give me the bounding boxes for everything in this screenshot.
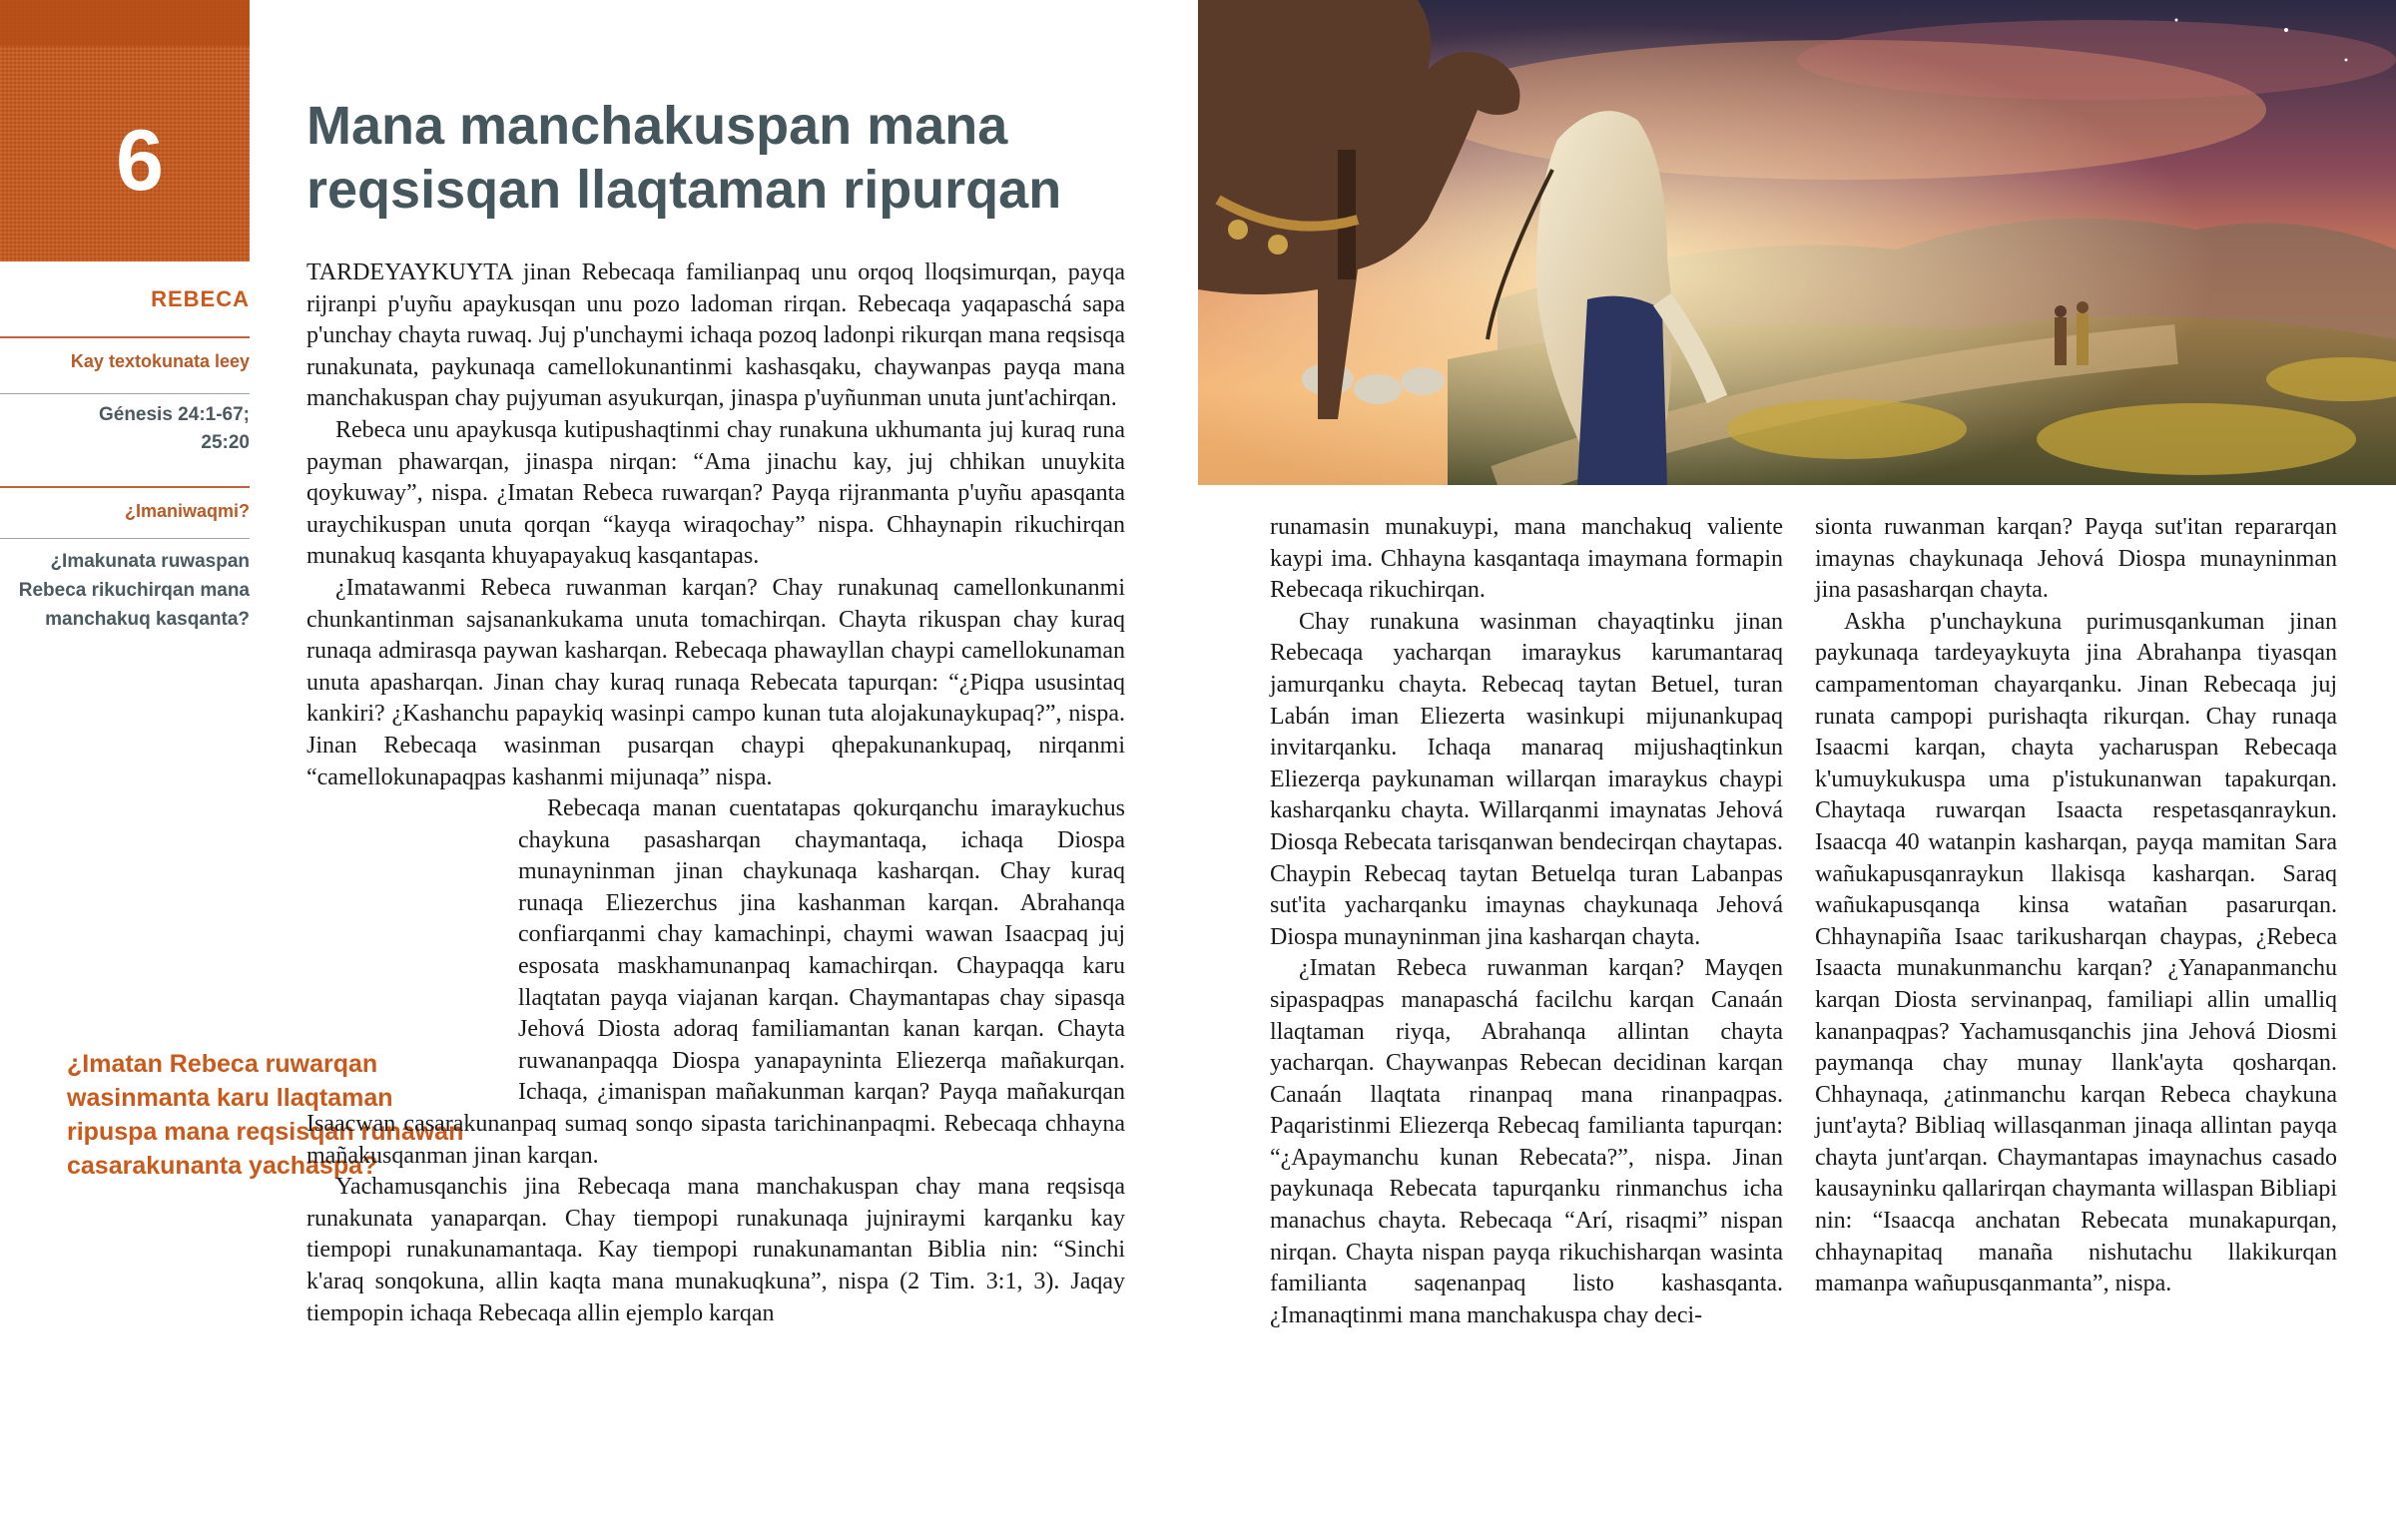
paragraph: Askha p'unchaykuna purimusqankuman jinan paykunaqa tardeyaykuyta jina Abrahanpa tiyasqan campamentoman chayarqanku. Jinan Rebecaqa juj runata campopi purishaqta rikurqan. Chay runaqa Isaacmi karqan, chayta yacharuspan Rebecaqa k'umuykukuspa uma p'istukunanwan tapakurqan. Chaytaqa ruwarqan Isaacta respetasqanraykun. Isaacqa 40 watanpin kasharqan, payqa mamitan Sara wañukapusqanraykun llakisqa kasharqan. Saraq wañukapusqanqa kinsa watañan pasarurqan. Chhaynapiña Isaac tarikusharqan chaypas, ¿Rebeca Isaacta munakunmanchu karqan? ¿Yanapanmanchu karqan Diosta servinanpaq, familiapi allin umalliq kananpaqpas? Yachamusqanchis jina Jehová Diosmi paymanqa chay munay llank'ayta qosharqan. Chhaynaqa, ¿atinmanchu karqan Rebeca chaykuna junt'ayta? Bibliaq willasqanman jinaqa allintan payqa chayta junt'arqan. Chaymantapas imaynachus casado kausayninku qallarirqan chaymanta willaspan Bibliapi nin: “Isaacqa anchatan Rebecata munakapurqan, chhaynapitaq manaña nishutachu llakikurqan mamanpa wañupusqanmanta”, nispa. bbox=[1815, 608, 2337, 1297]
sidebar-person-name: REBECA bbox=[151, 286, 250, 311]
paragraph: Yachamusqanchis jina Rebecaqa mana manchakuspan chay mana reqsisqa runakunata yanaparqan. Chay tiempopi runakunaqa jujniraymi karqanku kay tiempopi runakunamantaqa. Kay tiempopi runakunamantan Biblia nin: “Sinchi k'araq sonqokuna, allin kaqta mana munakuqkuna”, nispa (2 Tim. 3:1, 3). Jaqay tiempopin ichaqa Rebecaqa allin ejemplo karqan bbox=[306, 1174, 1125, 1326]
sidebar-thin-divider bbox=[0, 393, 250, 394]
paragraph: ¿Imatawanmi Rebeca ruwanman karqan? Chay runakunaq camellonkunanmi chunkantinman sajsanankukama unuta tomachirqan. Chayta rikuspan chay kuraq runaqa admirasqa paywan kasharqan. Rebecaqa phawayllan chaypi camellokunaman unuta apasharqan. Jinan chay kuraq runaqa Rebecata tapurqan: “¿Piqpa ususintaq kankiri? ¿Kashanchu papaykiq wasinpi campo kunan tuta alojakunaykupaq?”, nispa. Jinan Rebecaqa wasinman pusarqan chaypi qhepakunankupaq, nirqanmi “camellokunapaqpas kashanmi mijunaqa” nispa. bbox=[306, 574, 1125, 790]
rebekah-with-camel-illustration bbox=[1198, 0, 2396, 485]
sidebar-question-text: ¿Imakunata ruwaspan Rebeca rikuchirqan mana manchakuq kasqanta? bbox=[18, 551, 250, 630]
sidebar-question-label: ¿Imaniwaqmi? bbox=[124, 501, 250, 521]
sidebar-divider bbox=[0, 336, 250, 338]
sidebar-thin-divider bbox=[0, 538, 250, 539]
sidebar-reading-reference bbox=[0, 401, 250, 457]
sidebar-reading-label: Kay textokunata leey bbox=[70, 351, 250, 371]
illustration-svg bbox=[1198, 0, 2396, 485]
pull-quote: ¿Imatan Rebeca ruwarqan wasinmanta karu llaqtaman ripuspa mana reqsisqan runawan casarakunanta yachaspa? bbox=[67, 1050, 464, 1180]
paragraph: runamasin munakuypi, mana manchakuq valiente kaypi ima. Chhayna kasqantaqa imaymana formapin Rebecaqa rikuchirqan. bbox=[1270, 514, 1783, 604]
paragraph: ¿Imatan Rebeca ruwanman karqan? Mayqen sipaspaqpas manapaschá facilchu karqan Canaán llaqtaman riyqa, Abrahanqa allintan chayta yacharqan. Chaywanpas Rebecan decidinan karqan Canaán llaqtata rinanpaq mana rinanpaqpas. Paqaristinmi Eliezerqa Rebecaq familianta tapurqan: “¿Apaymanchu kunan Rebecata?”, nispa. Jinan paykunaqa Rebecata tapurqanku rinmanchus icha manachus chayta. Rebecaqa “Arí, risaqmi” nispan nirqan. Chayta nispan payqa rikuchisharqan wasinta familianta saqenanpaq listo kashasqanta. ¿Imanaqtinmi mana manchakuspa chay deci- bbox=[1270, 955, 1783, 1328]
chapter-number-box bbox=[0, 0, 250, 261]
article-column-3 bbox=[1815, 512, 2337, 1300]
page-title: Mana manchakuspan mana reqsisqan llaqtaman ripurqan bbox=[306, 96, 1062, 220]
reading-ref-line-2: 25:20 bbox=[201, 432, 250, 453]
paragraph: TARDEYAYKUYTA jinan Rebecaqa familianpaq unu orqoq lloqsimurqan, payqa rijranpi p'uyñu apaykusqan unu pozo ladoman rirqan. Rebecaqa yaqapaschá sapa p'unchay chayta ruwaq. Juj p'unchaymi ichaqa pozoq ladonpi rikurqan mana reqsisqa runakunata, paykunaqa camellokunantinmi kashasqaku, chaywanpas payqa mana manchakuspan chay pujyuman asyukurqan, jinaspa p'uyñunman unuta junt'achirqan. bbox=[306, 259, 1125, 412]
article-column-1 bbox=[306, 257, 1125, 1329]
chapter-number: 6 bbox=[116, 113, 164, 209]
reading-ref-line-1: Génesis 24:1-67; bbox=[98, 404, 250, 425]
sidebar-divider bbox=[0, 486, 250, 488]
paragraph: sionta ruwanman karqan? Payqa sut'itan repararqan imaynas chaykunaqa Jehová Diospa munayninman jina pasasharqan chayta. bbox=[1815, 514, 2337, 604]
article-column-2 bbox=[1270, 512, 1783, 1331]
pullquote-spacer bbox=[306, 856, 518, 1106]
chapter-box-band bbox=[0, 0, 250, 46]
paragraph: Rebeca unu apaykusqa kutipushaqtinmi chay runakuna ukhumanta juj kuraq runa payman phawarqan, jinaspa nirqan: “Ama jinachu kay, juj chhikan unuykita qoykuway”, nispa. ¿Imatan Rebeca ruwarqan? Payqa rijranmanta p'uyñu apasqanta uraychikuspan unuta qorqan “kayqa wiraqochay” nispa. Chhaynapin rikuchirqan munakuq kasqanta khuyapayakuq kasqantapas. bbox=[306, 416, 1125, 570]
paragraph: Chay runakuna wasinman chayaqtinku jinan Rebecaqa yacharqan imaraykus karumantaraq jamurqanku chayta. Rebecaq taytan Betuel, turan Labán iman Eliezerta wasinkupi mijunankupaq invitarqanku. Ichaqa manaraq mijushaqtinkun Eliezerqa paykunaman willarqan imaraykus chaypi kasharqanku chayta. Willarqanmi imaynatas Jehová Diosqa Rebecata tarisqanwan bendecirqan chaytapas. Chaypin Rebecaq taytan Betuelqa turan Labanpas sut'ita yacharqanku imaynas chaykunaqa Jehová Diospa munayninman jina kasharqan chayta. bbox=[1270, 608, 1783, 950]
paragraph: Rebecaqa manan cuentatapas qokurqanchu imaraykuchus chaykuna pasasharqan chaymantaqa, ichaqa Diospa munayninman jinan chaykunaqa kasharqan. Chay kuraq runaqa Eliezerchus jina kashanman karqan. Abrahanqa confiarqanmi chay kamachinpi, chaymi wawan Isaacpaq juj esposata maskhamunanpaq kamachirqan. Chaypaqqa karu llaqtatan payqa viajanan karqan. Chaymantapas chay sipasqa Jehová Diosta adoraq familiamantan kanan karqan. Chayta ruwananpaqqa Diospa yanapayninta Eliezerqa mañakurqan. Ichaqa, ¿imanispan mañakunman karqan? Payqa mañakurqan Isaacwan casarakunanpaq sumaq sonqo sipasta tarichinanpaqmi. Rebecaqa chhayna mañakusqanman jinan karqan. bbox=[306, 795, 1125, 1169]
